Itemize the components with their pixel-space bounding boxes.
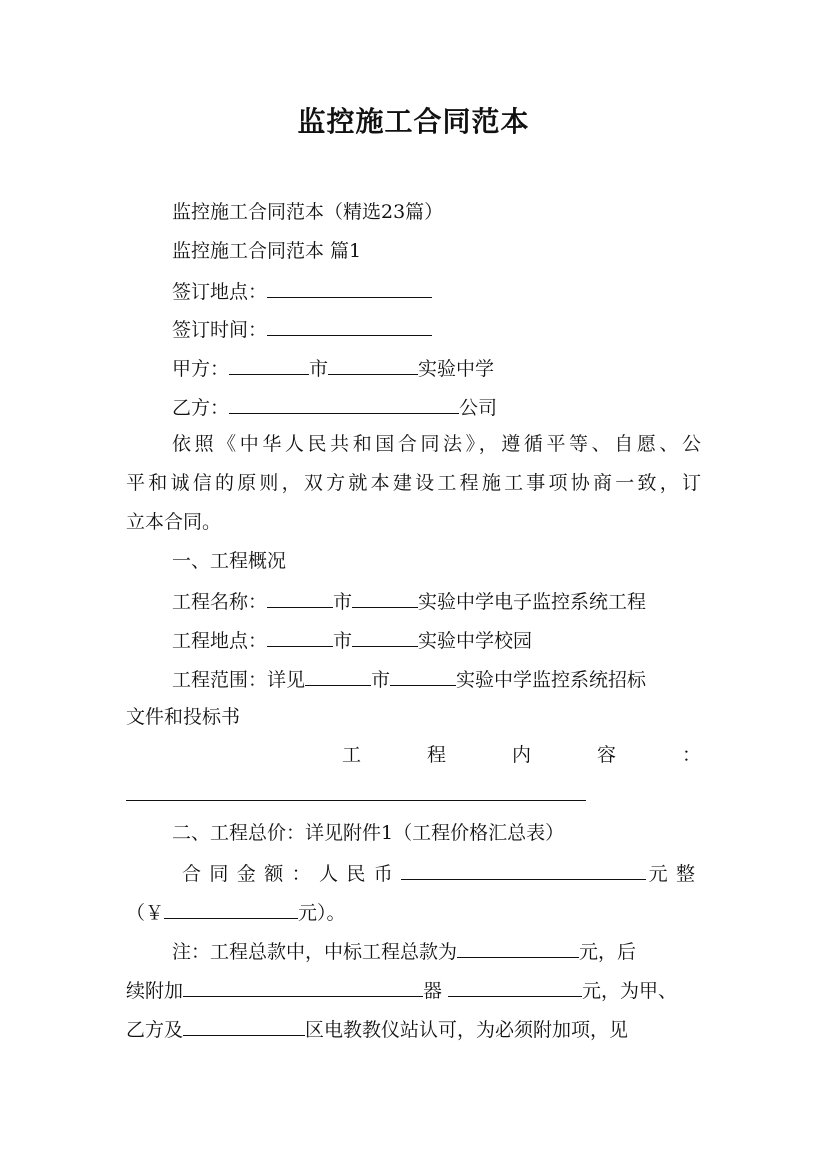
- content-label-char: 工: [312, 744, 391, 766]
- intro-line-3: 立本合同。: [126, 511, 222, 533]
- intro-line-2: 平和诚信的原则，双方就本建设工程施工事项协商一致，订: [126, 472, 701, 494]
- project-scope-city: 市: [371, 669, 391, 691]
- amount-unit: 元整: [646, 863, 701, 885]
- note-line-1-blank: [457, 937, 579, 958]
- project-name-value: 实验中学电子监控系统工程: [418, 591, 647, 613]
- party-a-blank-2: [328, 354, 418, 375]
- intro-line-1: 依照《中华人民共和国合同法》，遵循平等、自愿、公: [172, 433, 701, 455]
- note-line-2-blank-1: [183, 976, 423, 997]
- amount-line: [182, 859, 701, 887]
- project-site-blank-2: [352, 626, 418, 647]
- party-b-blank: [229, 393, 459, 414]
- sign-time-blank: [267, 315, 432, 336]
- party-a-city: 市: [309, 358, 329, 380]
- party-b-line: [172, 393, 497, 421]
- project-name-label: 工程名称：: [172, 591, 268, 613]
- sign-place-blank: [267, 277, 432, 298]
- project-scope-line-2: 文件和投标书: [126, 706, 241, 728]
- amount-yen-line: [126, 898, 346, 926]
- document-subtitle: 监控施工合同范本（精选23篇）: [172, 201, 444, 223]
- party-b-label: 乙方：: [172, 397, 230, 419]
- section-heading: 监控施工合同范本 篇1: [172, 240, 362, 262]
- project-scope-value: 实验中学监控系统招标: [456, 669, 647, 691]
- content-label-char: ：: [681, 744, 701, 766]
- note-line-3-tail: 区电教教仪站认可，为必须附加项，见: [305, 1019, 629, 1041]
- content-blank-line: [126, 800, 586, 801]
- sign-time-line: [172, 315, 432, 343]
- project-site-line: [172, 626, 532, 654]
- document-title: 监控施工合同范本: [297, 105, 530, 138]
- amount-yen-close: 元）。: [298, 902, 346, 924]
- amount-yen-blank: [164, 898, 298, 919]
- sign-place-label: 签订地点：: [172, 281, 268, 303]
- project-site-label: 工程地点：: [172, 630, 268, 652]
- section-1-title: 一、工程概况: [172, 550, 287, 572]
- note-line-1: [172, 937, 636, 965]
- note-line-2: [126, 976, 677, 1004]
- content-label-char: 内: [511, 744, 561, 766]
- content-label-line: [126, 742, 701, 768]
- project-site-blank-1: [267, 626, 333, 647]
- project-name-blank-1: [267, 587, 333, 608]
- note-line-2-blank-2: [448, 976, 582, 997]
- note-line-2-device: 器: [423, 980, 443, 1002]
- party-a-label: 甲方：: [172, 358, 230, 380]
- project-scope-line: [172, 665, 646, 693]
- project-name-line: [172, 587, 646, 615]
- project-name-city: 市: [333, 591, 353, 613]
- party-a-school: 实验中学: [418, 358, 495, 380]
- party-a-blank-1: [229, 354, 309, 375]
- project-site-value: 实验中学校园: [418, 630, 533, 652]
- note-line-3-text: 乙方及: [126, 1019, 184, 1041]
- amount-label: 合同金额：人民币: [182, 863, 402, 885]
- note-line-1-text: 注：工程总款中，中标工程总款为: [172, 941, 458, 963]
- project-site-city: 市: [333, 630, 353, 652]
- content-label-char: 容: [596, 744, 646, 766]
- note-line-3-blank: [183, 1015, 305, 1036]
- sign-place-line: [172, 277, 432, 305]
- sign-time-label: 签订时间：: [172, 319, 268, 341]
- party-a-line: [172, 354, 494, 382]
- note-line-3: [126, 1015, 628, 1043]
- project-scope-blank-2: [390, 665, 456, 686]
- note-line-2-text: 续附加: [126, 980, 184, 1002]
- note-line-2-tail: 元，为甲、: [582, 980, 678, 1002]
- amount-blank: [401, 859, 646, 880]
- project-name-blank-2: [352, 587, 418, 608]
- section-2-title: 二、工程总价：详见附件1（工程价格汇总表）: [172, 822, 565, 844]
- project-scope-blank-1: [305, 665, 371, 686]
- amount-yen-open: （￥: [126, 902, 165, 924]
- party-b-company: 公司: [459, 397, 498, 419]
- note-line-1-tail: 元，后: [579, 941, 637, 963]
- content-label-char: 程: [426, 744, 476, 766]
- project-scope-label: 工程范围：详见: [172, 669, 306, 691]
